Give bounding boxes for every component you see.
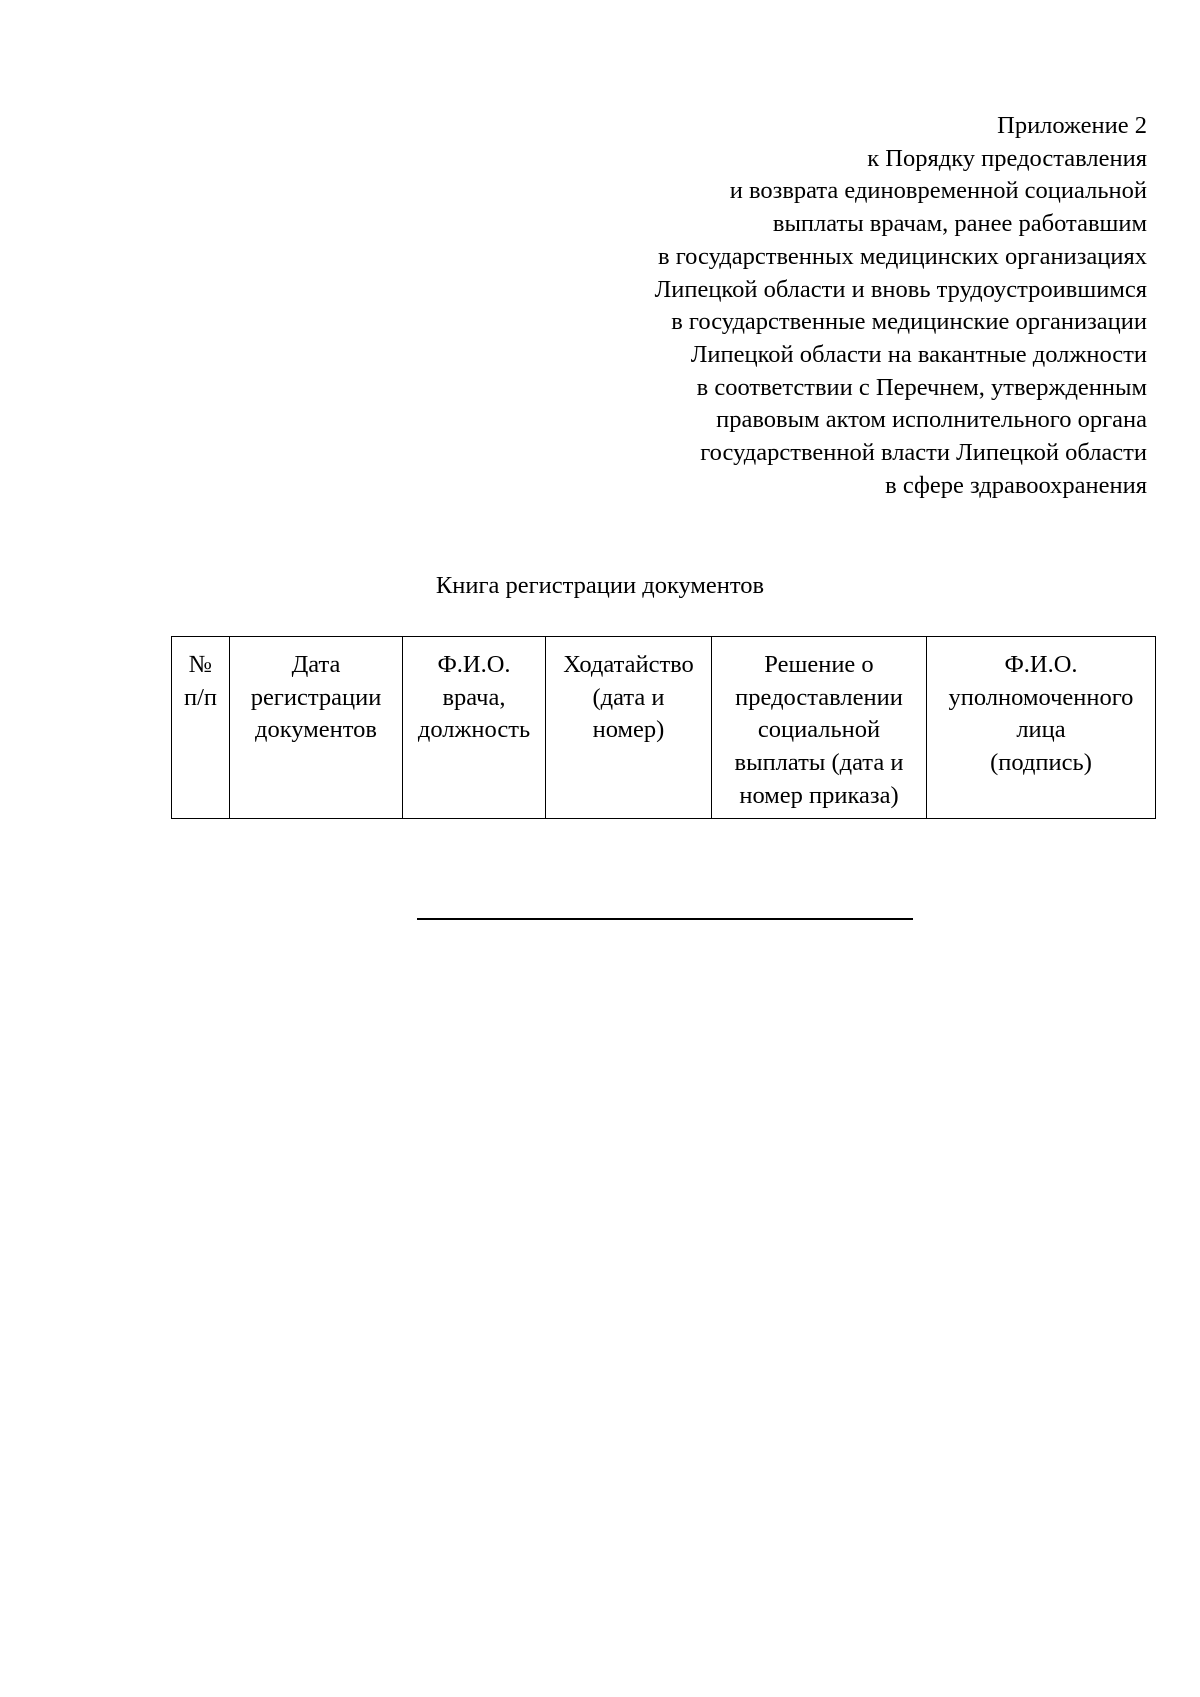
- appendix-line: Липецкой области на вакантные должности: [690, 340, 1147, 368]
- header-line: врача,: [442, 683, 506, 711]
- header-cell-registration-date: [230, 637, 403, 819]
- header-line: (дата и: [592, 683, 665, 711]
- header-line: Ф.И.О.: [437, 651, 511, 678]
- appendix-line: в соответствии с Перечнем, утвержденным: [696, 373, 1147, 401]
- header-cell-decision: [712, 637, 927, 819]
- header-line: выплаты (дата и: [734, 749, 904, 777]
- document-title: Книга регистрации документов: [435, 572, 765, 599]
- appendix-line: к Порядку предоставления: [867, 144, 1147, 172]
- appendix-line: Липецкой области и вновь трудоустроившимся: [654, 275, 1147, 303]
- header-line: №: [188, 651, 213, 678]
- header-cell-petition: [546, 637, 712, 819]
- appendix-line: в государственные медицинские организации: [671, 308, 1147, 336]
- appendix-line: выплаты врачам, ранее работавшим: [772, 210, 1147, 238]
- table-header-row: [172, 637, 1156, 819]
- header-line: (подпись): [990, 749, 1092, 777]
- header-line: социальной: [757, 716, 881, 744]
- appendix-line: Приложение 2: [997, 112, 1147, 139]
- header-line: номер приказа): [739, 781, 899, 809]
- appendix-line: и возврата единовременной социальной: [729, 177, 1147, 205]
- appendix-line: в сфере здравоохранения: [885, 471, 1147, 499]
- appendix-line: правовым актом исполнительного органа: [716, 406, 1147, 434]
- header-cell-number: [172, 637, 230, 819]
- header-line: регистрации: [250, 683, 382, 711]
- header-line: предоставлении: [735, 683, 903, 711]
- header-line: уполномоченного: [948, 683, 1134, 711]
- header-line: Решение о: [764, 651, 874, 678]
- appendix-line: в государственных медицинских организациях: [658, 242, 1147, 270]
- header-line: Дата: [291, 651, 341, 678]
- end-separator-line: [417, 918, 913, 920]
- header-cell-doctor-name: [403, 637, 546, 819]
- registration-table: [171, 636, 1156, 819]
- appendix-header: [447, 110, 1147, 502]
- appendix-line: государственной власти Липецкой области: [700, 439, 1147, 467]
- header-line: п/п: [183, 683, 218, 711]
- header-cell-authorized-person: [927, 637, 1156, 819]
- header-line: лица: [1016, 716, 1066, 744]
- header-line: Ф.И.О.: [1004, 651, 1078, 678]
- header-line: номер): [592, 716, 665, 744]
- header-line: Ходатайство: [563, 651, 694, 678]
- header-line: документов: [255, 716, 377, 744]
- header-line: должность: [417, 716, 531, 744]
